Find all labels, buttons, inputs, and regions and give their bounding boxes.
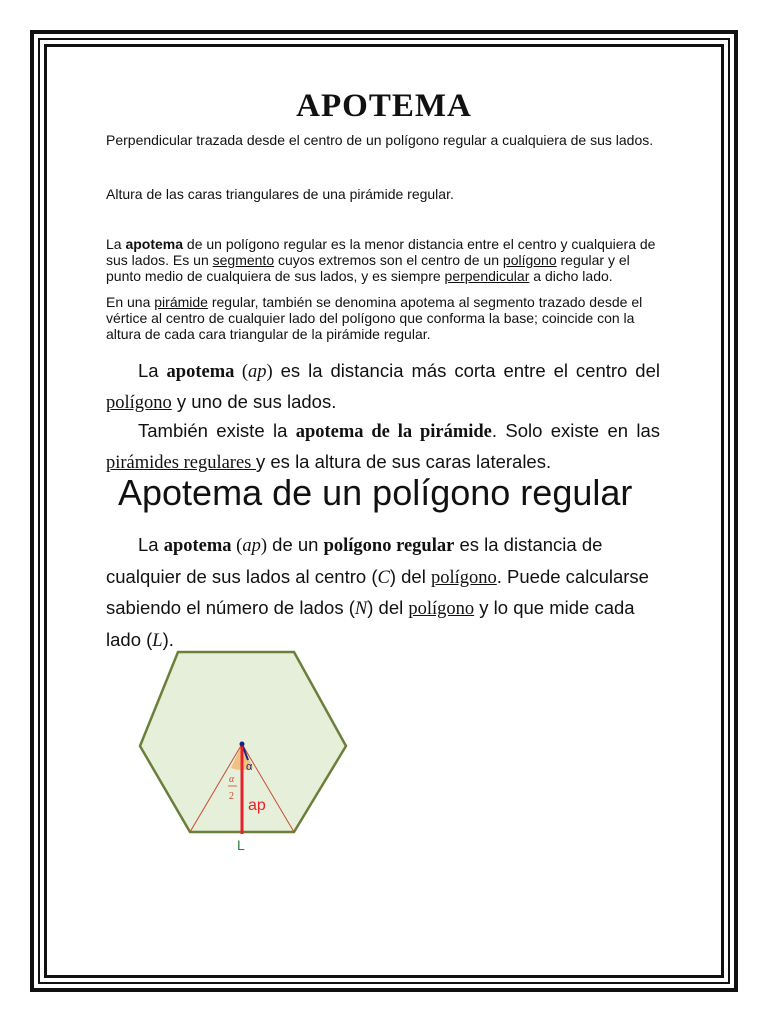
link-perpendicular[interactable]: perpendicular [444,268,530,284]
section-heading: Apotema de un polígono regular [118,472,633,513]
half-alpha-numerator: α [229,774,235,785]
ap-label: ap [248,797,266,814]
paragraph-apotema-calculo: La apotema (ap) de un polígono regular es la distancia de cualquier de sus lados al centro (C) del polígono. Puede calcularse sabiendo el número de lados (N) del polígono y lo que mide cada lado (L). [106,534,649,651]
definition-1: Perpendicular trazada desde el centro de un polígono regular a cualquiera de sus lados. [106,132,654,148]
bold-term: polígono regular [323,536,455,556]
link-poligono[interactable]: polígono [430,567,497,588]
paragraph-apotema-piramide: En una pirámide regular, también se denomina apotema al segmento trazado desde el vértice al centro de cualquier lado del polígono que conforma la base; coincide con la altura de cada cara triangular de la pirámide regular. [106,294,643,342]
paragraph-apotema-piramide-big: También existe la apotema de la pirámide. Solo existe en las pirámides regulares y es la altura de sus caras laterales. [106,420,661,473]
bold-term: apotema [163,536,232,556]
alpha-label: α [246,761,253,773]
link-poligono[interactable]: polígono [106,393,172,413]
bold-term: apotema [125,236,184,252]
var-ap: ap [247,362,267,382]
bold-term: apotema [166,362,235,382]
side-l-label: L [237,837,245,853]
definition-2: Altura de las caras triangulares de una pirámide regular. [106,186,454,202]
half-alpha-denominator: 2 [229,791,234,802]
hexagon-diagram [128,642,368,862]
paragraph-ap-definition: La apotema (ap) es la distancia más corta entre el centro del polígono y uno de sus lados. [106,360,660,413]
link-piramide[interactable]: pirámide [154,294,208,310]
var-ap: ap [242,536,261,556]
var-l: L [152,630,163,651]
center-point [240,742,245,747]
bold-term: apotema de la pirámide [295,422,492,442]
paragraph-apotema-poligono: La apotema de un polígono regular es la menor distancia entre el centro y cualquiera de sus lados. Es un segmento cuyos extremos son el centro de un polígono regular y el punto medio de cualquiera de sus lados, y es siempre perpendicular a dicho lado. [106,236,656,284]
page-title: APOTEMA [296,88,472,124]
link-poligono[interactable]: polígono [502,252,557,268]
var-c: C [377,567,390,588]
link-piramides-regulares[interactable]: pirámides regulares [106,453,256,473]
link-poligono[interactable]: polígono [408,599,475,619]
link-segmento[interactable]: segmento [212,252,275,268]
var-n: N [354,599,368,619]
